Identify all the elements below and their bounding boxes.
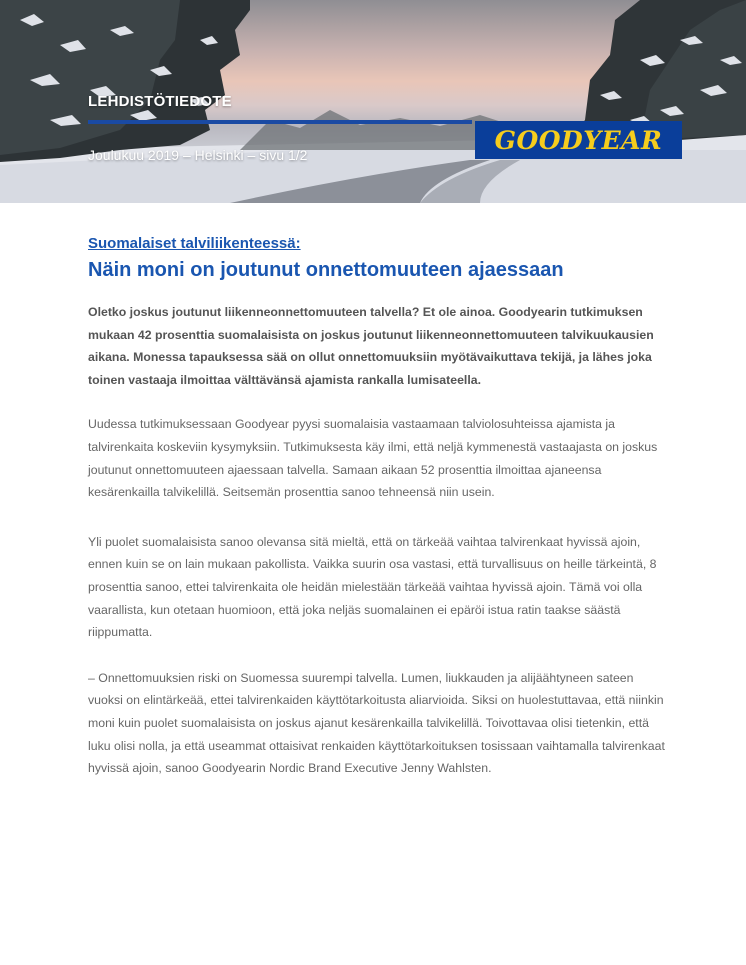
header-banner [0, 0, 746, 203]
article [88, 234, 668, 780]
body-paragraph: Yli puolet suomalaisista sanoo olevansa sitä mieltä, että on tärkeää vaihtaa talvirenkaat hyvissä ajoin, ennen kuin se on lain mukaan pakollista. Vaikka suurin osa vastasi, että turvallisuus on heille tärkeintä, 8 prosenttia sanoo, ettei talvirenkaita ole heidän mielestään tärkeää vaihtaa hyvissä ajoin. Tämä voi olla vaarallista, kun otetaan huomioon, että joka neljäs suomalainen ei epäröi istua ratin taakse säästä riippumatta. [88, 534, 657, 640]
article-title: Näin moni on joutunut onnettomuuteen ajaessaan [88, 259, 564, 281]
dateline: Joulukuu 2019 – Helsinki – sivu 1/2 [88, 147, 308, 163]
lead-paragraph: Oletko joskus joutunut liikenneonnettomuuteen talvella? Et ole ainoa. Goodyearin tutkimuksen mukaan 42 prosenttia suomalaisista on joskus joutunut liikenneonnettomuuteen talvikuukausien aikana. Monessa tapauksessa sää on ollut onnettomuuksiin myötävaikuttava tekijä, ja lähes joka toinen vastaaja ilmoittaa välttävänsä ajamista rankalla lumisateella. [88, 305, 654, 387]
goodyear-logo [475, 121, 682, 159]
document-type-label: LEHDISTÖTIEDOTE [88, 93, 232, 110]
logo-wordmark: GOODYEAR [494, 125, 663, 155]
header-rule [88, 120, 472, 124]
article-subtitle: Suomalaiset talviliikenteessä: [88, 235, 301, 252]
body-paragraph: Uudessa tutkimuksessaan Goodyear pyysi suomalaisia vastaamaan talviolosuhteissa ajamista ja talvirenkaita koskeviin kysymyksiin. Tutkimuksesta käy ilmi, että neljä kymmenestä vastaajasta on joskus joutunut onnettomuuteen ajaessaan talvella. Samaan aikaan 52 prosenttia ilmoittaa ajaneensa kesärenkailla talvikelillä. Seitsemän prosenttia sanoo tehneensä niin usein. [88, 417, 658, 500]
quote-paragraph: – Onnettomuuksien riski on Suomessa suurempi talvella. Lumen, liukkauden ja alijäähtyneen sateen vuoksi on elintärkeää, ettei talvirenkaiden käyttötarkoitusta aliarvioida. Siksi on huolestuttavaa, että niinkin moni kuin puolet suomalaisista on joskus ajanut kesärenkailla talvikelillä. Toivottavaa olisi tietenkin, että luku olisi nolla, ja että useammat ottaisivat renkaiden käyttötarkoituksen tosissaan vaihtamalla talvirenkaat hyvissä ajoin, sanoo Goodyearin Nordic Brand Executive Jenny Wahlsten. [88, 670, 665, 776]
